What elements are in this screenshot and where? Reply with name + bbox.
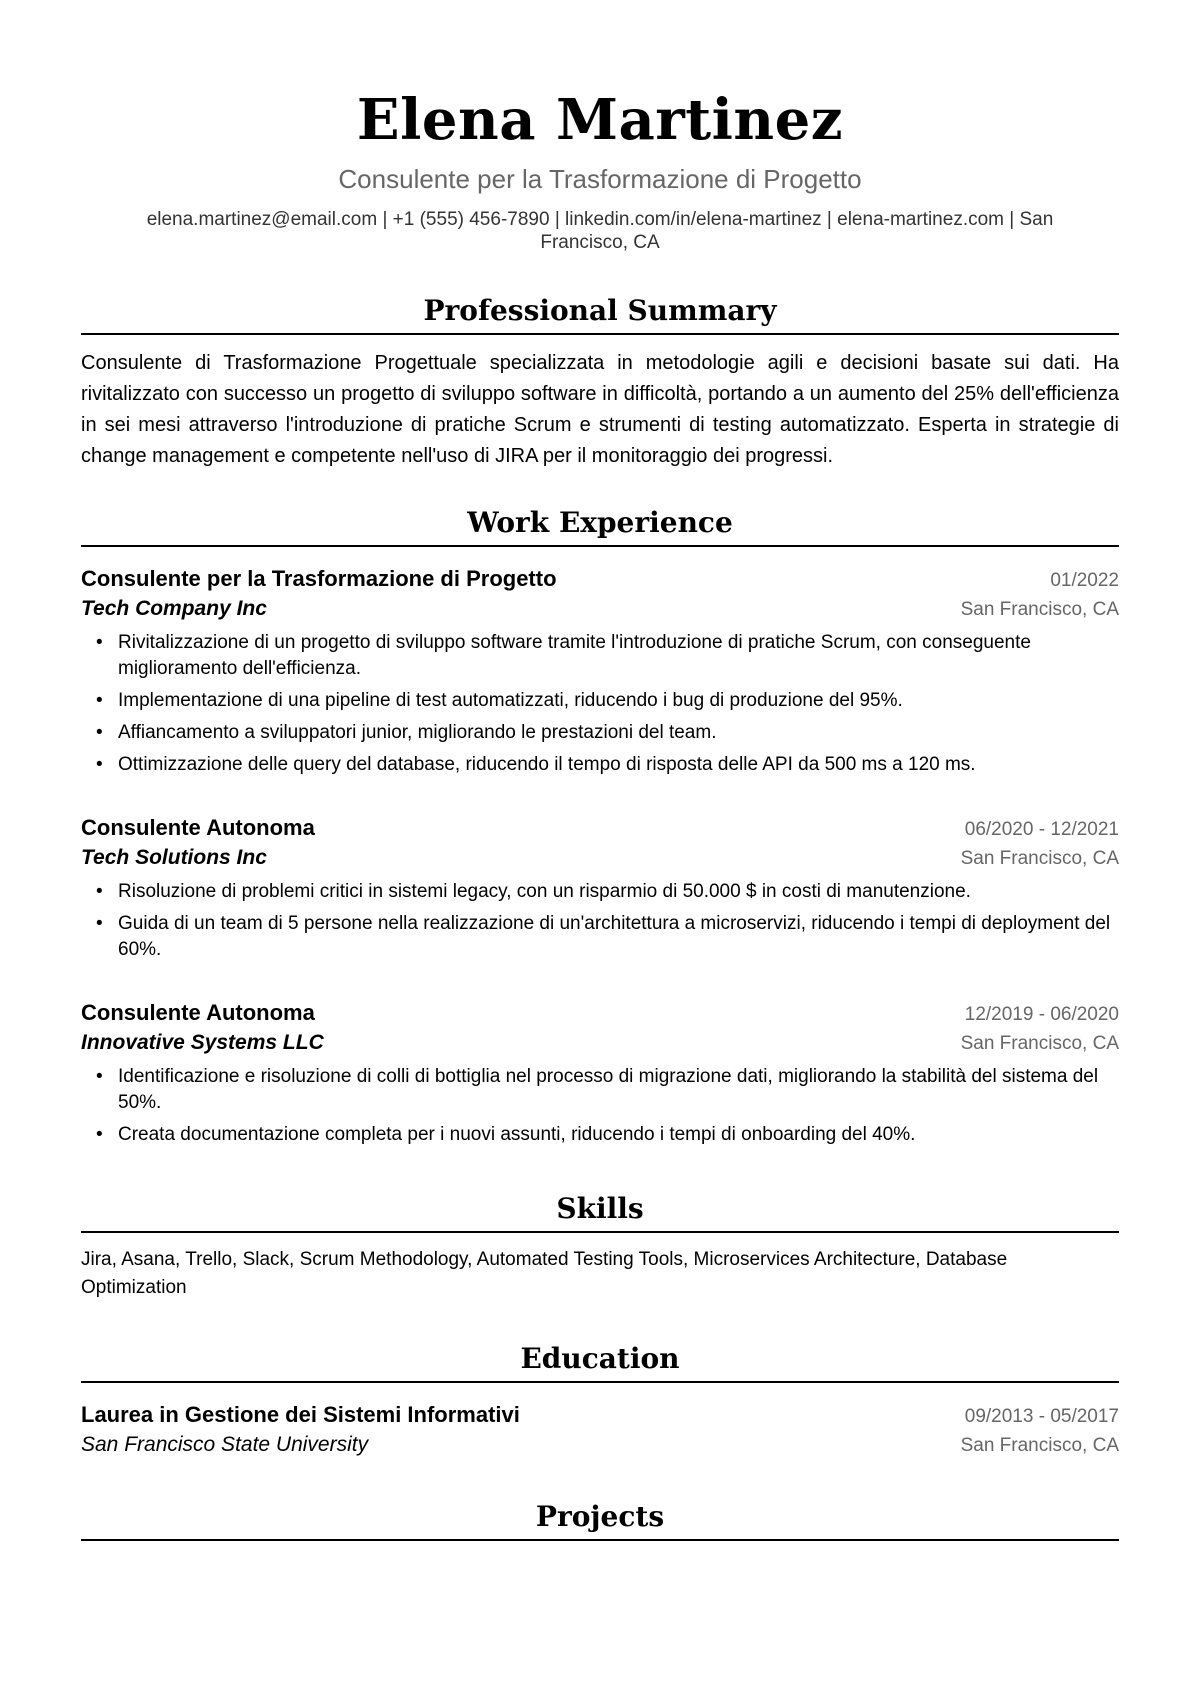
bullet-text: Creata documentazione completa per i nuovi assunti, riducendo i tempi di onboarding del 40%. <box>118 1124 916 1145</box>
bullet-text: Identificazione e risoluzione di colli di bottiglia nel processo di migrazione dati, migliorando la stabilità del sistema del 50%. <box>118 1066 1099 1113</box>
bullet-text: Rivitalizzazione di un progetto di sviluppo software tramite l'introduzione di pratiche Scrum, con conseguente miglioramento dell'efficienza. <box>118 632 1031 679</box>
bullet-icon: • <box>96 754 103 775</box>
degree-title: Laurea in Gestione dei Sistemi Informativi <box>81 1402 520 1427</box>
bullet-item <box>81 688 1119 714</box>
resume-page <box>81 0 1119 1541</box>
contact-line: elena.martinez@email.com | +1 (555) 456-7890 | linkedin.com/in/elena-martinez | elena-martinez.com | San Francisco, CA <box>146 209 1054 253</box>
job-location: San Francisco, CA <box>960 848 1119 869</box>
job-entry <box>81 563 1119 778</box>
job-bullets <box>81 1064 1119 1148</box>
candidate-title: Consulente per la Trasformazione di Progetto <box>338 164 862 194</box>
job-title: Consulente Autonoma <box>81 815 315 840</box>
bullet-item <box>81 720 1119 746</box>
bullet-text: Risoluzione di problemi critici in sistemi legacy, con un risparmio di 50.000 $ in costi di manutenzione. <box>118 881 971 902</box>
experience-section <box>81 506 1119 1148</box>
bullet-icon: • <box>96 722 103 743</box>
bullet-item <box>81 1064 1119 1116</box>
bullet-icon: • <box>96 690 103 711</box>
bullet-item <box>81 879 1119 905</box>
job-location: San Francisco, CA <box>960 1033 1119 1054</box>
job-date: 01/2022 <box>1050 570 1119 591</box>
bullet-item <box>81 911 1119 963</box>
bullet-icon: • <box>96 881 103 902</box>
summary-section <box>81 294 1119 472</box>
job-company: Innovative Systems LLC <box>81 1031 324 1054</box>
job-bullets <box>81 630 1119 778</box>
bullet-icon: • <box>96 1066 103 1087</box>
bullet-text: Affiancamento a sviluppatori junior, migliorando le prestazioni del team. <box>118 722 717 743</box>
projects-heading: Projects <box>81 1500 1119 1541</box>
education-date: 09/2013 - 05/2017 <box>964 1406 1119 1427</box>
projects-section <box>81 1500 1119 1541</box>
summary-heading: Professional Summary <box>81 294 1119 335</box>
education-heading: Education <box>81 1342 1119 1383</box>
bullet-icon: • <box>96 1124 103 1145</box>
education-location: San Francisco, CA <box>960 1435 1119 1456</box>
summary-text: Consulente di Trasformazione Progettuale specializzata in metodologie agili e decisioni basate sui dati. Ha rivitalizzato con successo un progetto di sviluppo software in difficoltà, portando a un aumento del 25% dell'efficienza in sei mesi attraverso l'introduzione di pratiche Scrum e strumenti di testing automatizzato. Esperta in strategie di change management e competente nell'uso di JIRA per il monitoraggio dei progressi. <box>81 352 1119 467</box>
job-title: Consulente per la Trasformazione di Progetto <box>81 566 557 591</box>
candidate-name: Elena Martinez <box>356 87 844 153</box>
job-date: 12/2019 - 06/2020 <box>964 1004 1119 1025</box>
job-entry <box>81 812 1119 963</box>
bullet-item <box>81 630 1119 682</box>
education-section <box>81 1342 1119 1460</box>
bullet-item <box>81 1122 1119 1148</box>
job-title: Consulente Autonoma <box>81 1000 315 1025</box>
bullet-text: Guida di un team di 5 persone nella realizzazione di un'architettura a microservizi, riducendo i tempi di deployment del 60%. <box>118 913 1111 960</box>
skills-text: Jira, Asana, Trello, Slack, Scrum Methodology, Automated Testing Tools, Microservices Architecture, Database Optimization <box>81 1249 1008 1298</box>
education-entry <box>81 1399 1119 1460</box>
job-bullets <box>81 879 1119 963</box>
job-date: 06/2020 - 12/2021 <box>964 819 1119 840</box>
job-entry <box>81 997 1119 1148</box>
school-name: San Francisco State University <box>81 1433 369 1456</box>
skills-section <box>81 1192 1119 1302</box>
bullet-item <box>81 752 1119 778</box>
job-company: Tech Company Inc <box>81 597 267 620</box>
job-company: Tech Solutions Inc <box>81 846 267 869</box>
bullet-icon: • <box>96 632 103 653</box>
experience-heading: Work Experience <box>81 506 1119 547</box>
bullet-icon: • <box>96 913 103 934</box>
bullet-text: Ottimizzazione delle query del database, riducendo il tempo di risposta delle API da 500 ms a 120 ms. <box>118 754 976 775</box>
bullet-text: Implementazione di una pipeline di test automatizzati, riducendo i bug di produzione del 95%. <box>118 690 903 711</box>
skills-heading: Skills <box>81 1192 1119 1233</box>
job-location: San Francisco, CA <box>960 599 1119 620</box>
